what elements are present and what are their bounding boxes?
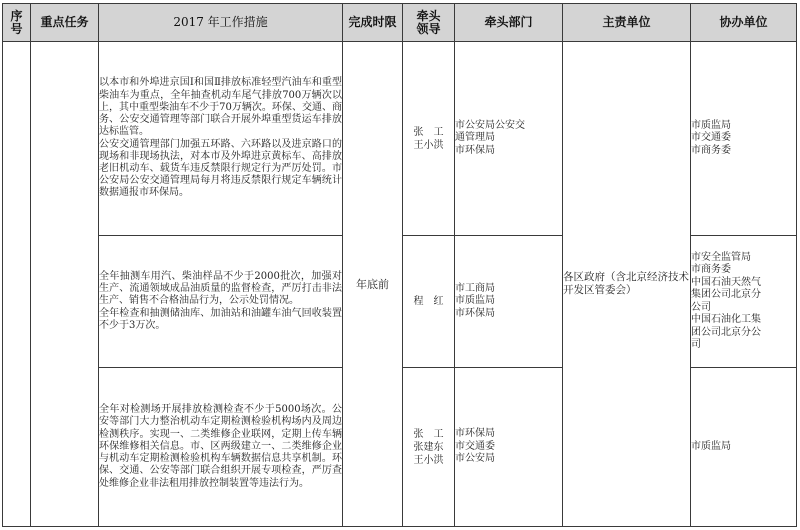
dept-cell — [455, 236, 563, 368]
lead-cell — [403, 368, 455, 527]
coop-name: 中国石油天然气 — [691, 276, 761, 288]
measure-text: 全年对检测场开展排放检测检查不少于5000场次。公安等部门大力整治机动车定期检测检验机构场内及周边检测秩序。实现一、二类维修企业联网，定期上传车辆环保维修相关信息。市、区两级建立一、二类维修企业与机动车定期检测检验机构车辆数据信息共享机制。环保、交通、公安等部门联合组织开展专项检查，严厉查处维修企业非法租用排放控制装置等违法行为。 — [99, 404, 342, 489]
work-plan-table — [2, 3, 797, 527]
measure-text: 以本市和外埠进京国Ⅰ和国Ⅱ排放标准轻型汽油车和重型柴油车为重点，全年抽查机动车尾气排放700万辆次以上，其中重型柴油车不少于70万辆次。环保、交通、商务、公安交通管理等部门联合开展外埠重型货运车排放达标监管。 — [99, 77, 342, 138]
coop-name: 市质监局 — [691, 119, 731, 131]
header-dept: 牵头部门 — [455, 4, 563, 42]
coop-name: 市质监局 — [691, 440, 731, 452]
coop-name: 团公司北京分公 — [691, 326, 761, 338]
dept-name: 市公安局 — [455, 453, 495, 465]
lead-cell — [403, 236, 455, 368]
header-task: 重点任务 — [31, 4, 99, 42]
lead-name: 张建东 — [413, 441, 444, 453]
coop-name: 市安全监管局 — [691, 251, 751, 263]
coop-name: 集团公司北京分 — [691, 289, 761, 300]
measure-cell — [99, 236, 343, 368]
coop-name: 市商务委 — [691, 264, 731, 275]
measure-text: 全年抽测车用汽、柴油样品不少于2000批次，加强对生产、流通领域成品油质量的监督检查，严厉打击非法生产、销售不合格油品行为，公示处罚情况。 — [99, 270, 342, 307]
dept-name: 市质监局 — [455, 295, 495, 307]
table-row — [3, 42, 797, 236]
header-deadline: 完成时限 — [343, 4, 403, 42]
header-coop: 协办单位 — [691, 4, 797, 42]
lead-name: 张 工 — [413, 428, 444, 440]
measure-text: 全年检查和抽测储油库、加油站和油罐车油气回收装置不少于3万次。 — [99, 307, 342, 331]
dept-cell — [455, 42, 563, 236]
dept-name: 市环保局 — [455, 428, 495, 440]
measure-text: 公安交通管理部门加强五环路、六环路以及进京路口的现场和非现场执法，对本市及外埠进京黄标车、高排放老旧机动车、载货车违反禁限行规定行为严厉处罚。市公安局公安交通管理局每月将违反禁限行规定车辆统计数据通报市环保局。 — [99, 138, 342, 199]
dept-name: 市交通委 — [455, 440, 495, 452]
dept-name: 市环保局 — [455, 307, 495, 319]
lead-name: 张 工 — [413, 126, 444, 138]
num-cell — [3, 42, 31, 527]
header-measure: 2017 年工作措施 — [99, 4, 343, 42]
coop-name: 市商务委 — [691, 144, 731, 156]
dept-cell — [455, 368, 563, 527]
header-num: 序号 — [3, 4, 31, 42]
task-cell — [31, 42, 99, 527]
lead-cell — [403, 42, 455, 236]
coop-name: 市交通委 — [691, 132, 731, 144]
measure-cell — [99, 368, 343, 527]
header-lead: 牵头领导 — [403, 4, 455, 42]
dept-name: 市公安局公安交 — [455, 119, 525, 131]
coop-cell — [691, 368, 797, 527]
header-row — [3, 4, 797, 42]
main-unit-cell: 各区政府（含北京经济技术开发区管委会） — [563, 42, 691, 527]
coop-cell — [691, 42, 797, 236]
lead-name: 程 红 — [413, 296, 444, 307]
lead-name: 王小洪 — [413, 454, 444, 466]
coop-name: 中国石油化工集 — [691, 314, 761, 325]
lead-name: 王小洪 — [413, 139, 444, 151]
coop-name: 公司 — [691, 301, 711, 313]
dept-name: 市环保局 — [455, 144, 495, 156]
dept-name: 市工商局 — [455, 282, 495, 294]
coop-cell — [691, 236, 797, 368]
deadline-cell: 年底前 — [343, 42, 403, 527]
dept-name: 通管理局 — [455, 132, 495, 144]
measure-cell — [99, 42, 343, 236]
header-main: 主责单位 — [563, 4, 691, 42]
coop-name: 司 — [691, 339, 701, 350]
